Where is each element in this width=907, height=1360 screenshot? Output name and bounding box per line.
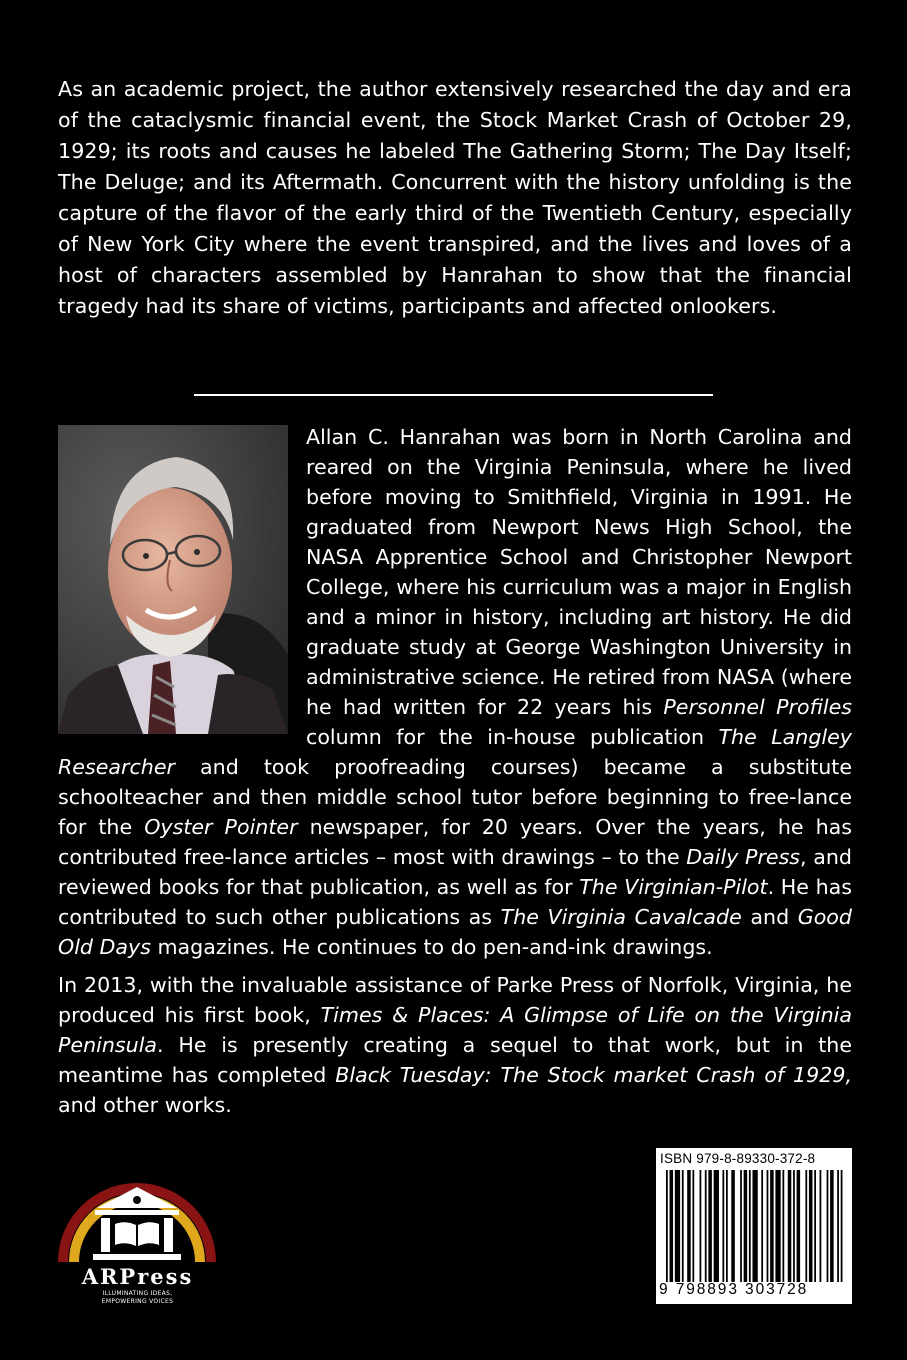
- isbn-barcode: [656, 1148, 852, 1304]
- isbn-label: ISBN 979-8-89330-372-8: [660, 1151, 816, 1166]
- author-bio: Allan C. Hanrahan was born in North Carolina and reared on the Virginia Peninsula, where he lived before moving to Smithfield, Virginia in 1991. He graduated from Newport News High School, the NASA Apprentice School and Christopher Newport College, where his curriculum was a major in English and a minor in history, including art history. He did graduate study at George Washington University in administrative science. He retired from NASA (where he had written for 22 years his Personnel Profiles column for the in-house publication The Langley Researcher and took proofreading courses) became a substitute schoolteacher and then middle school tutor before beginning to free-lance for the Oyster Pointer newspaper, for 20 years. Over the years, he has contributed free-lance articles – most with drawings – to the Daily Press, and reviewed books for that publication, as well as for The Virginian-Pilot. He has contributed to such other publications as The Virginia Cavalcade and Good Old Days magazines. He continues to do pen-and-ink drawings.: [58, 425, 852, 959]
- barcode-bars: [666, 1170, 846, 1282]
- books-paragraph: In 2013, with the invaluable assistance of Parke Press of Norfolk, Virginia, he produced his first book, Times & Places: A Glimpse of Life on the Virginia Peninsula. He is presently creating a sequel to that work, but in the meantime has completed Black Tuesday: The Stock market Crash of 1929, and other works.: [58, 973, 852, 1117]
- publisher-tagline: ILLUMINATING IDEAS, EMPOWERING VOICES: [101, 1290, 174, 1305]
- divider-line: [194, 394, 713, 396]
- publisher-name: ARPress: [81, 1264, 194, 1289]
- barcode-digits: 9 798893 303728: [659, 1281, 809, 1298]
- back-cover-blurb: As an academic project, the author extensively researched the day and era of the cataclysmic financial event, the Stock Market Crash of October 29, 1929; its roots and causes he labeled The Gathering Storm; The Day Itself; The Deluge; and its Aftermath. Concurrent with the history unfolding is the capture of the flavor of the early third of the Twentieth Century, especially of New York City where the event transpired, and the lives and loves of a host of characters assembled by Hanrahan to show that the financial tragedy had its share of victims, participants and affected onlookers.: [58, 77, 852, 318]
